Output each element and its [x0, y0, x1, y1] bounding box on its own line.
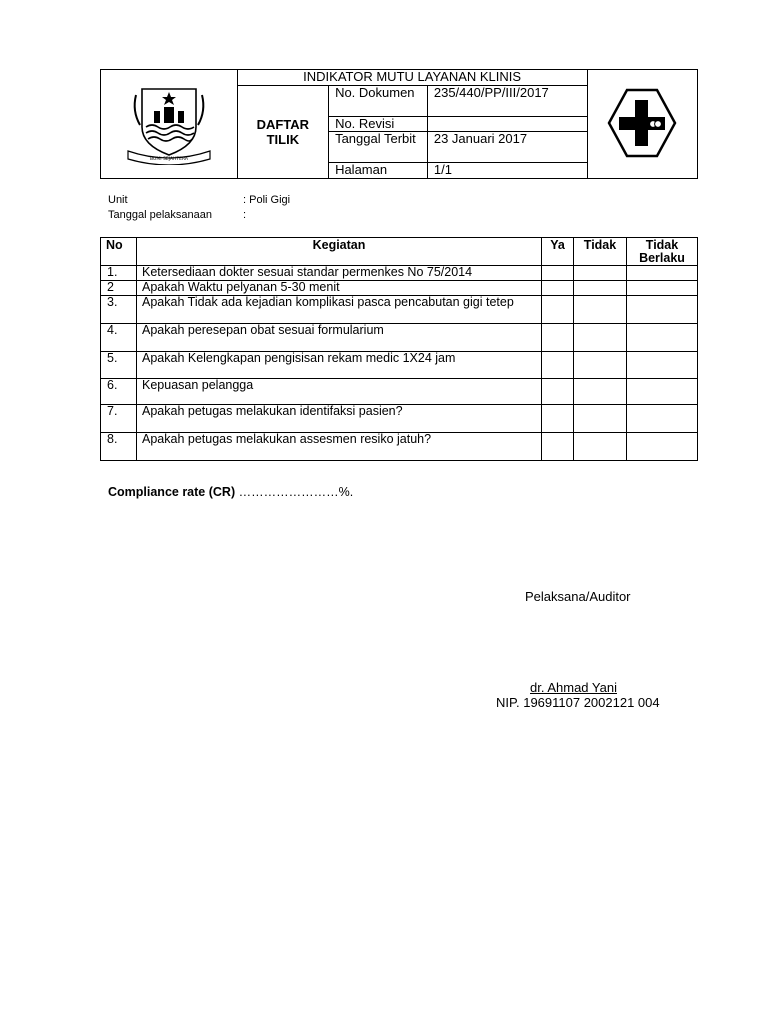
row-no: 4.: [101, 324, 137, 352]
row-tidak-cell[interactable]: [574, 405, 627, 433]
row-kegiatan: Apakah peresepan obat sesuai formularium: [137, 324, 542, 352]
table-row: [101, 281, 698, 296]
value-tanggal-terbit: 23 Januari 2017: [427, 132, 587, 163]
row-kegiatan: Kepuasan pelangga: [137, 379, 542, 405]
table-row: [101, 405, 698, 433]
row-ya-cell[interactable]: [542, 324, 574, 352]
row-no: 7.: [101, 405, 137, 433]
row-kegiatan: Apakah petugas melakukan assesmen resiko jatuh?: [137, 433, 542, 461]
label-no-dokumen: No. Dokumen: [329, 85, 428, 116]
table-row: [101, 324, 698, 352]
row-no: 5.: [101, 352, 137, 379]
checklist-table: [100, 237, 698, 461]
col-header-tidak-berlaku: Tidak Berlaku: [627, 238, 698, 266]
col-header-ya: Ya: [542, 238, 574, 266]
row-kegiatan: Apakah Kelengkapan pengisisan rekam medic 1X24 jam: [137, 352, 542, 379]
compliance-rate: [108, 485, 353, 499]
row-ya-cell[interactable]: [542, 433, 574, 461]
row-kegiatan: Apakah Waktu pelyanan 5-30 menit: [137, 281, 542, 296]
row-tidak-cell[interactable]: [574, 266, 627, 281]
signature-nip: NIP. 19691107 2002121 004: [496, 695, 660, 710]
signature-name: dr. Ahmad Yani: [530, 680, 617, 695]
value-halaman: 1/1: [427, 163, 587, 179]
table-row: [101, 352, 698, 379]
row-kegiatan: Ketersediaan dokter sesuai standar permenkes No 75/2014: [137, 266, 542, 281]
unit-value: : Poli Gigi: [243, 194, 291, 206]
tanggal-label: Tanggal pelaksanaan: [108, 209, 212, 221]
row-ya-cell[interactable]: [542, 352, 574, 379]
row-tidak-cell[interactable]: [574, 352, 627, 379]
left-logo-cell: [101, 70, 238, 179]
row-no: 6.: [101, 379, 137, 405]
row-tidak-berlaku-cell[interactable]: [627, 281, 698, 296]
label-halaman: Halaman: [329, 163, 428, 179]
compliance-label: Compliance rate (CR): [108, 485, 236, 499]
col-header-tidak: Tidak: [574, 238, 627, 266]
row-tidak-berlaku-cell[interactable]: [627, 266, 698, 281]
row-ya-cell[interactable]: [542, 379, 574, 405]
row-ya-cell[interactable]: [542, 281, 574, 296]
table-row: [101, 266, 698, 281]
table-row: [101, 379, 698, 405]
tanggal-value: :: [243, 209, 247, 221]
row-ya-cell[interactable]: [542, 405, 574, 433]
row-no: 2: [101, 281, 137, 296]
row-tidak-cell[interactable]: [574, 379, 627, 405]
row-tidak-cell[interactable]: [574, 433, 627, 461]
row-tidak-berlaku-cell[interactable]: [627, 405, 698, 433]
row-no: 8.: [101, 433, 137, 461]
label-tanggal-terbit: Tanggal Terbit: [329, 132, 428, 163]
svg-text:BUMI SEJAHTERA: BUMI SEJAHTERA: [149, 156, 188, 162]
value-no-revisi: [427, 116, 587, 132]
row-tidak-berlaku-cell[interactable]: [627, 324, 698, 352]
row-kegiatan: Apakah Tidak ada kejadian komplikasi pasca pencabutan gigi tetep: [137, 296, 542, 324]
table-row: [101, 433, 698, 461]
row-kegiatan: Apakah petugas melakukan identifaksi pasien?: [137, 405, 542, 433]
row-ya-cell[interactable]: [542, 296, 574, 324]
row-tidak-berlaku-cell[interactable]: [627, 296, 698, 324]
col-header-kegiatan: Kegiatan: [137, 238, 542, 266]
row-no: 3.: [101, 296, 137, 324]
row-tidak-cell[interactable]: [574, 281, 627, 296]
label-no-revisi: No. Revisi: [329, 116, 428, 132]
puskesmas-cross-icon: [605, 86, 679, 160]
compliance-dots: ……………………%.: [235, 485, 354, 499]
row-tidak-cell[interactable]: [574, 296, 627, 324]
right-logo-cell: [587, 70, 697, 179]
regional-emblem-icon: [126, 81, 212, 165]
table-row: [101, 296, 698, 324]
row-tidak-berlaku-cell[interactable]: [627, 352, 698, 379]
row-ya-cell[interactable]: [542, 266, 574, 281]
col-header-no: No: [101, 238, 137, 266]
value-no-dokumen: 235/440/PP/III/2017: [427, 85, 587, 116]
row-tidak-berlaku-cell[interactable]: [627, 433, 698, 461]
row-tidak-berlaku-cell[interactable]: [627, 379, 698, 405]
document-title: INDIKATOR MUTU LAYANAN KLINIS: [237, 70, 587, 86]
daftar-tilik-label: DAFTAR TILIK: [237, 85, 328, 178]
signature-role: Pelaksana/Auditor: [525, 589, 631, 604]
row-no: 1.: [101, 266, 137, 281]
unit-label: Unit: [108, 194, 128, 206]
row-tidak-cell[interactable]: [574, 324, 627, 352]
document-header-table: [100, 69, 698, 179]
